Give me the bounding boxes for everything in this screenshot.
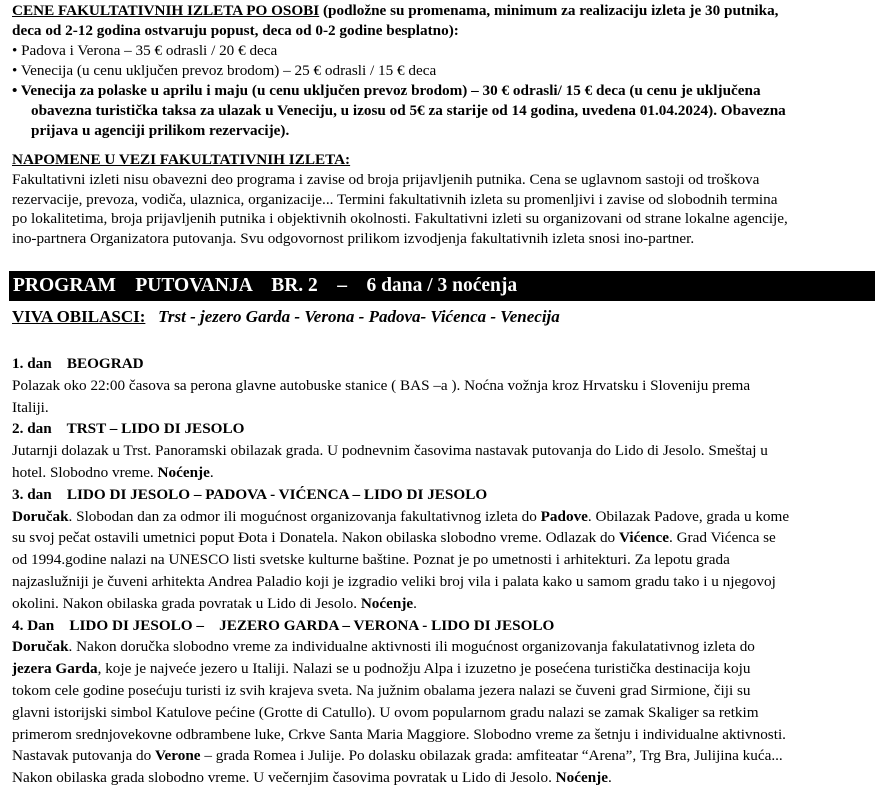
day-4-text: primerom srednjovekovne odbrambene luke, Crkve Santa Maria Maggiore. Slobodno vreme za šetnju i individualne aktivnosti. [12,725,786,743]
day-3-text-part: . Obilazak Padove, grada u kome [587,507,790,525]
notes-line: Fakultativni izleti nisu obavezni deo programa i zavise od broja prijavljenih putnika. Cena se uglavnom sastoji od troškova [12,170,760,188]
day-4-text: tokom cele godine posećuju turisti iz svih krajeva sveta. Na južnim obalama jezera nalazi se čuveni grad Sirmione, čiji su [12,681,751,699]
day-4-text [12,767,880,789]
day-3-text-part: okolini. Nakon obilaska grada povratak u Lido di Jesolo. [12,594,361,612]
breakfast-label: Doručak [12,638,69,656]
day-1-heading: 1. dan BEOGRAD [12,355,144,372]
verona-label: Verone [154,747,201,765]
day-4-text-part: . [607,769,612,787]
day-4-text-part: Nastavak putovanja do [12,747,155,765]
excursion-notes-section [12,150,882,249]
lake-garda-label: jezera Garda [12,660,98,678]
day-3-text-part: . Slobodan dan za odmor ili mogućnost organizovanja fakultativnog izleta do [68,507,541,525]
overnight-label: Noćenje [360,594,414,612]
day-3-heading: 3. dan LIDO DI JESOLO – PADOVA - VIĆENCA – LIDO DI JESOLO [12,485,488,503]
day-4-text-part: . Nakon doručka slobodno vreme za individualne aktivnosti ili mogućnost organizovanja fakulatativnog izleta do [68,638,755,656]
price-item-venecija: • Venecija (u cenu uključen prevoz brodom) – 25 € odrasli / 15 € deca [12,62,437,79]
day-3-text-part: . [413,594,417,612]
day-4-text [12,745,880,767]
notes-line: po lokalitetima, broja prijavljenih putnika i objektivnih okolnosti. Fakultativni izleti su organizovani od strane lokalne agencije, [12,210,788,228]
breakfast-label: Doručak [12,507,69,525]
price-item-venecija-spring-line-1: • Venecija za polaske u aprilu i maju (u cenu uključen prevoz brodom) – 30 € odrasli/ 15 € deca (u cenu je uključena [12,82,761,99]
prices-heading: CENE FAKULTATIVNIH IZLETA PO OSOBI [12,2,320,19]
day-4-text-part: – grada Romea i Julije. Po dolasku obilazak grada: amfiteatar “Arena”, Trg Bra, Julijina kuća... [200,747,783,765]
day-4-heading: 4. Dan LIDO DI JESOLO – JEZERO GARDA – VERONA - LIDO DI JESOLO [12,616,555,634]
day-4-text-part: , koje je najveće jezero u Italiji. Nalazi se u podnožju Alpa i izuzetno je posećena turistička destinacija koju [97,660,751,678]
viva-route-line [12,305,560,329]
prices-heading-line-2: deca od 2-12 godina ostvaruju popust, deca od 0-2 godine besplatno): [12,22,459,39]
day-3-text-part: . Grad Vićenca se [669,529,776,547]
day-2-text-part: hotel. Slobodno vreme. [12,463,158,481]
day-2-text [12,462,880,484]
day-1-text: Polazak oko 22:00 časova sa perona glavne autobuske stanice ( BAS –a ). Noćna vožnja kroz Hrvatsku i Sloveniju prema [12,376,751,394]
day-3-text [12,527,880,549]
day-4-text [12,636,880,658]
day-3-text: od 1994.godine nalazi na UNESCO listi svetske kulturne baštine. Poznat je po umetnosti i arhitekturi. Za lepotu grada [12,551,730,569]
day-2-heading: 2. dan TRST – LIDO DI JESOLO [12,420,245,438]
viva-route: Trst - jezero Garda - Verona - Padova- Vićenca - Venecija [145,307,560,326]
day-4-text: glavni istorijski simbol Katulove pećine (Grotte di Catullo). U ovom popularnom gradu nalazi se zamak Skaliger sa retkim [12,703,759,721]
overnight-label: Noćenje [555,769,608,787]
excursion-prices-section [12,1,882,141]
day-3-text [12,506,880,528]
price-item-padova-verona: • Padova i Verona – 35 € odrasli / 20 € deca [12,42,278,59]
day-4-text [12,658,880,680]
vicenca-label: Vićence [618,529,669,547]
notes-heading: NAPOMENE U VEZI FAKULTATIVNIH IZLETA: [12,151,351,168]
day-2-text-part: . [209,463,214,481]
day-3-text [12,593,880,615]
day-4-text-part: Nakon obilaska grada slobodno vreme. U večernjim časovima povratak u Lido di Jesolo. [12,769,556,787]
price-item-venecija-spring-line-3: prijava u agenciji prilikom rezervacije). [31,122,290,139]
day-1-text: Italiji. [12,398,49,416]
day-3-text: najzaslužniji je čuveni arhitekta Andrea Paladio koji je izgradio veliki broj vila i palata kako u samom gradu tako i u njegovoj [12,572,776,590]
itinerary-section [12,353,880,789]
notes-line: rezervacije, prevoza, vodiča, ulaznica, organizacije... Termini fakultativnih izleta su promenljivi i zavise od slobodnih termina [12,190,778,208]
viva-label: VIVA OBILASCI: [12,307,146,326]
prices-heading-line [12,1,882,21]
program-banner: PROGRAM PUTOVANJA BR. 2 – 6 dana / 3 noćenja [9,271,875,301]
price-item-venecija-spring-line-2: obavezna turistička taksa za ulazak u Veneciju, u izosu od 5€ za starije od 14 godina, uvedena 01.04.2024). Obavezna [31,102,786,119]
notes-line: ino-partnera Organizatora putovanja. Svu odgovornost prilikom izvodjenja fakultativnih izleta snosi ino-partner. [12,230,695,248]
prices-heading-rest: (podložne su promenama, minimum za realizaciju izleta je 30 putnika, [319,2,779,19]
day-2-text: Jutarnji dolazak u Trst. Panoramski obilazak grada. U podnevnim časovima nastavak putovanja do Lido di Jesolo. Smeštaj u [12,442,768,460]
padova-label: Padove [540,507,588,525]
overnight-label: Noćenje [157,463,210,481]
day-3-text-part: su svoj pečat ostavili umetnici poput Đota i Donatela. Nakon obilaska slobodno vreme. Odlazak do [12,529,619,547]
